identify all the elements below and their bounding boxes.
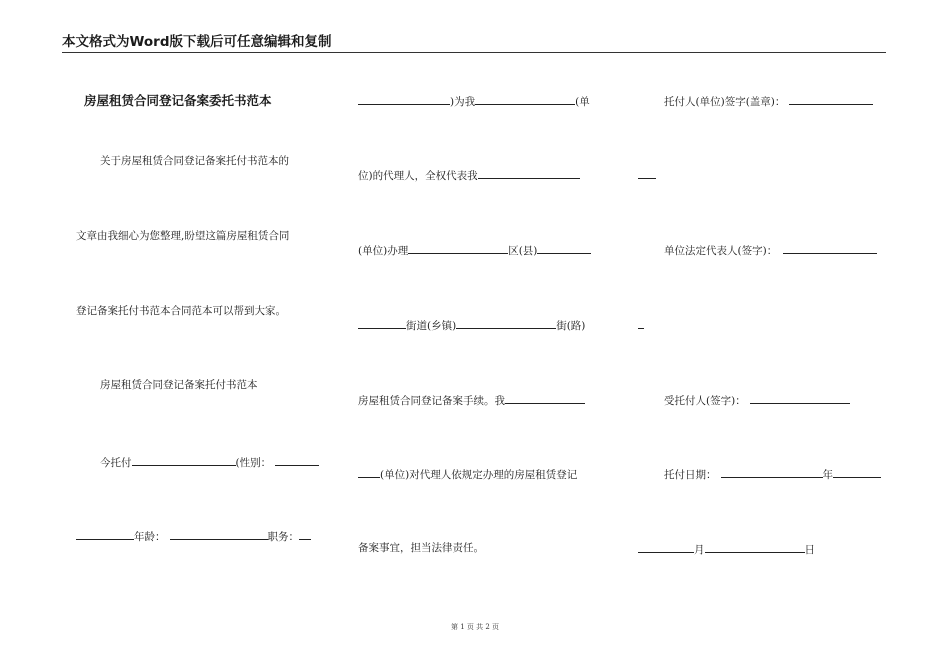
page-number: 第 1 页 共 2 页 — [450, 623, 500, 631]
entrustor-signature-blank[interactable] — [789, 93, 873, 105]
col1-line-age — [76, 528, 311, 544]
col2-line-5 — [358, 392, 585, 408]
date-label: 托付日期： — [664, 469, 717, 481]
gender-label: (性别： — [235, 457, 272, 469]
month-label: 月 — [694, 544, 705, 556]
entrustor-signature-label: 托付人(单位)签字(盖章)： — [664, 96, 786, 108]
col2-line-2 — [358, 167, 580, 183]
col3-line-1 — [664, 93, 873, 109]
legal-rep-cont-blank[interactable] — [638, 317, 644, 329]
col2-line-3 — [358, 242, 591, 258]
col2-line-4 — [358, 317, 585, 333]
trustee-signature-label: 受托付人(签字)： — [664, 395, 746, 407]
col3-line-5 — [664, 392, 850, 408]
responsibility-label: (单位)对代理人依规定办理的房屋租赁登记 — [380, 469, 578, 481]
age-blank[interactable] — [170, 528, 268, 540]
intro-line-1: 关于房屋租赁合同登记备案托付书范本的 — [100, 155, 289, 167]
gender-blank[interactable] — [275, 454, 319, 466]
age-label: 年龄： — [134, 531, 166, 543]
col3-line-4 — [638, 317, 644, 333]
date-year-blank[interactable] — [721, 466, 823, 478]
entrusted-name-blank[interactable] — [132, 454, 236, 466]
date-month-prefix-blank[interactable] — [833, 466, 881, 478]
my-unit-blank[interactable] — [505, 392, 585, 404]
unit-handle-label: (单位)办理 — [358, 245, 409, 257]
col3-line-2 — [638, 167, 656, 183]
entrustor-signature-cont-blank[interactable] — [638, 167, 656, 179]
header-text: 本文格式为Word版下载后可任意编辑和复制 — [62, 34, 332, 50]
date-month-blank[interactable] — [638, 541, 694, 553]
position-label: 职务： — [267, 531, 299, 543]
street-prefix-blank[interactable] — [358, 317, 406, 329]
subtitle: 房屋租赁合同登记备案托付书范本 — [100, 379, 258, 391]
year-label: 年 — [822, 469, 833, 481]
for-me-label: )为我 — [450, 96, 476, 108]
district-blank[interactable] — [408, 242, 508, 254]
agent-blank[interactable] — [358, 93, 450, 105]
col2-line-1 — [358, 93, 590, 109]
district-label: 区(县) — [508, 245, 538, 257]
col3-line-7 — [638, 541, 815, 557]
col2-line-7 — [358, 541, 484, 555]
col2-line-6 — [358, 466, 577, 482]
legal-responsibility-label: 备案事宜，担当法律责任。 — [358, 542, 484, 554]
age-prefix-blank[interactable] — [76, 528, 134, 540]
col1-line-entrust — [100, 454, 319, 470]
intro-line-2: 文章由我细心为您整理,盼望这篇房屋租赁合同 — [76, 230, 290, 242]
unit-prefix-blank[interactable] — [358, 466, 380, 478]
col3-line-3 — [664, 242, 877, 258]
road-label: 街(路) — [556, 320, 586, 332]
date-day-blank[interactable] — [705, 541, 805, 553]
document-title: 房屋租赁合同登记备案委托书范本 — [84, 93, 272, 108]
legal-rep-label: 单位法定代表人(签字)： — [664, 245, 778, 257]
entrust-label: 今托付 — [100, 457, 132, 469]
road-blank[interactable] — [456, 317, 556, 329]
col3-line-6 — [664, 466, 881, 482]
position-blank[interactable] — [299, 528, 311, 540]
agent-represent-label: 位)的代理人，全权代表我 — [358, 170, 478, 182]
street-label: 街道(乡镇) — [406, 320, 457, 332]
trustee-signature-blank[interactable] — [750, 392, 850, 404]
county-blank[interactable] — [537, 242, 591, 254]
intro-line-3: 登记备案托付书范本合同范本可以帮到大家。 — [76, 305, 286, 317]
legal-rep-blank[interactable] — [783, 242, 877, 254]
unit-blank[interactable] — [475, 93, 575, 105]
unit-label-start: (单 — [575, 96, 590, 108]
represent-blank[interactable] — [478, 167, 580, 179]
day-label: 日 — [804, 544, 815, 556]
registration-label: 房屋租赁合同登记备案手续。我 — [358, 395, 505, 407]
document-header — [62, 34, 886, 53]
